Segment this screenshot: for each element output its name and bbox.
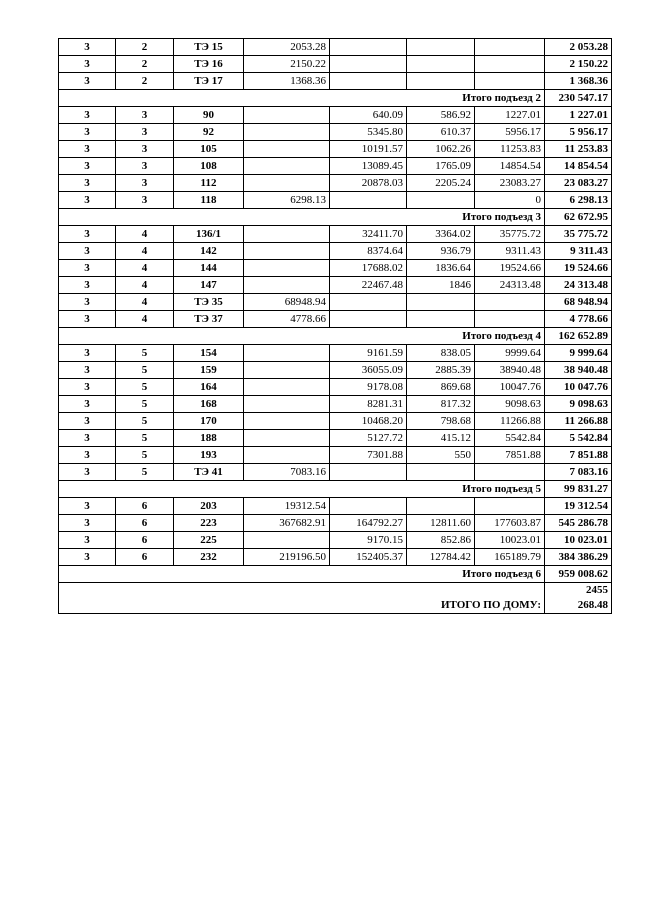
- table-cell-f: [407, 73, 475, 90]
- table-cell-b: 6: [116, 532, 174, 549]
- table-cell-c: 92: [174, 124, 244, 141]
- table-cell-c: 105: [174, 141, 244, 158]
- table-cell-d: [244, 345, 330, 362]
- table-cell-c: 193: [174, 447, 244, 464]
- table-cell-h: 5 542.84: [545, 430, 612, 447]
- table-cell-g: 11253.83: [475, 141, 545, 158]
- table-cell-c: 147: [174, 277, 244, 294]
- table-cell-h: 7 083.16: [545, 464, 612, 481]
- table-cell-a: 3: [59, 73, 116, 90]
- table-cell-e: 20878.03: [330, 175, 407, 192]
- table-cell-f: 869.68: [407, 379, 475, 396]
- table-cell-d: [244, 430, 330, 447]
- table-cell-g: 23083.27: [475, 175, 545, 192]
- table-cell-a: 3: [59, 158, 116, 175]
- table-cell-a: 3: [59, 243, 116, 260]
- table-cell-f: 550: [407, 447, 475, 464]
- table-cell-a: 3: [59, 430, 116, 447]
- table-cell-e: 32411.70: [330, 226, 407, 243]
- table-cell-a: 3: [59, 515, 116, 532]
- table-cell-e: 7301.88: [330, 447, 407, 464]
- table-cell-b: 4: [116, 294, 174, 311]
- table-row: [59, 413, 612, 430]
- table-cell-e: 8281.31: [330, 396, 407, 413]
- table-cell-a: 3: [59, 345, 116, 362]
- table-row: [59, 498, 612, 515]
- table-row: [59, 158, 612, 175]
- table-cell-h: 2 150.22: [545, 56, 612, 73]
- table-cell-g: 7851.88: [475, 447, 545, 464]
- table-cell-a: 3: [59, 498, 116, 515]
- table-row: [59, 260, 612, 277]
- table-cell-d: 7083.16: [244, 464, 330, 481]
- table-row: [59, 243, 612, 260]
- table-cell-h: 545 286.78: [545, 515, 612, 532]
- table-cell-e: 9178.08: [330, 379, 407, 396]
- table-row: [59, 362, 612, 379]
- table-cell-a: 3: [59, 532, 116, 549]
- table-cell-g: 165189.79: [475, 549, 545, 566]
- table-cell-h: 5 956.17: [545, 124, 612, 141]
- table-cell-h: 9 999.64: [545, 345, 612, 362]
- subtotal-label: Итого подъезд 3: [59, 209, 545, 226]
- table-cell-h: 2 053.28: [545, 39, 612, 56]
- table-cell-f: 12784.42: [407, 549, 475, 566]
- table-cell-h: 11 266.88: [545, 413, 612, 430]
- table-cell-a: 3: [59, 141, 116, 158]
- subtotal-label: Итого подъезд 5: [59, 481, 545, 498]
- table-cell-g: [475, 73, 545, 90]
- table-cell-c: ТЭ 17: [174, 73, 244, 90]
- table-cell-f: 838.05: [407, 345, 475, 362]
- table-cell-g: [475, 498, 545, 515]
- table-cell-e: 9161.59: [330, 345, 407, 362]
- table-cell-a: 3: [59, 277, 116, 294]
- table-cell-c: ТЭ 37: [174, 311, 244, 328]
- table-cell-e: 8374.64: [330, 243, 407, 260]
- table-cell-d: [244, 107, 330, 124]
- table-cell-h: 35 775.72: [545, 226, 612, 243]
- table-cell-h: 10 023.01: [545, 532, 612, 549]
- table-row: [59, 56, 612, 73]
- table-cell-c: 188: [174, 430, 244, 447]
- table-cell-g: 9098.63: [475, 396, 545, 413]
- table-cell-f: 12811.60: [407, 515, 475, 532]
- table-cell-f: [407, 39, 475, 56]
- table-cell-c: 159: [174, 362, 244, 379]
- table-cell-a: 3: [59, 396, 116, 413]
- table-cell-c: 203: [174, 498, 244, 515]
- table-cell-e: 13089.45: [330, 158, 407, 175]
- table-cell-f: [407, 192, 475, 209]
- table-cell-f: 415.12: [407, 430, 475, 447]
- table-cell-b: 5: [116, 464, 174, 481]
- table-row: [59, 141, 612, 158]
- table-cell-f: 2205.24: [407, 175, 475, 192]
- table-cell-d: 68948.94: [244, 294, 330, 311]
- table-cell-b: 5: [116, 447, 174, 464]
- table-cell-f: 1846: [407, 277, 475, 294]
- table-cell-c: 170: [174, 413, 244, 430]
- table-cell-h: 19 312.54: [545, 498, 612, 515]
- table-cell-g: 177603.87: [475, 515, 545, 532]
- table-cell-h: 1 227.01: [545, 107, 612, 124]
- table-cell-b: 4: [116, 226, 174, 243]
- table-cell-d: [244, 532, 330, 549]
- table-cell-h: 4 778.66: [545, 311, 612, 328]
- table-cell-g: [475, 294, 545, 311]
- table-cell-b: 5: [116, 396, 174, 413]
- table-cell-b: 5: [116, 362, 174, 379]
- table-cell-g: [475, 39, 545, 56]
- table-cell-d: [244, 277, 330, 294]
- table-cell-a: 3: [59, 107, 116, 124]
- table-row: [59, 345, 612, 362]
- subtotal-label: Итого подъезд 2: [59, 90, 545, 107]
- table-cell-c: 164: [174, 379, 244, 396]
- table-cell-g: 24313.48: [475, 277, 545, 294]
- table-cell-c: 142: [174, 243, 244, 260]
- table-cell-a: 3: [59, 311, 116, 328]
- table-cell-h: 10 047.76: [545, 379, 612, 396]
- table-cell-g: 35775.72: [475, 226, 545, 243]
- table-cell-h: 14 854.54: [545, 158, 612, 175]
- table-cell-b: 3: [116, 175, 174, 192]
- table-cell-h: 38 940.48: [545, 362, 612, 379]
- table-row: [59, 515, 612, 532]
- table-cell-b: 6: [116, 515, 174, 532]
- table-cell-b: 6: [116, 549, 174, 566]
- table-cell-e: 9170.15: [330, 532, 407, 549]
- table-cell-b: 5: [116, 413, 174, 430]
- table-cell-d: [244, 379, 330, 396]
- table-cell-e: 164792.27: [330, 515, 407, 532]
- table-cell-e: 152405.37: [330, 549, 407, 566]
- table-row: [59, 379, 612, 396]
- table-cell-e: 640.09: [330, 107, 407, 124]
- table-cell-f: 817.32: [407, 396, 475, 413]
- table-cell-f: 610.37: [407, 124, 475, 141]
- table-cell-d: [244, 124, 330, 141]
- table-cell-e: [330, 311, 407, 328]
- subtotal-row: [59, 328, 612, 345]
- table-cell-a: 3: [59, 464, 116, 481]
- table-row: [59, 124, 612, 141]
- table-cell-c: 112: [174, 175, 244, 192]
- table-cell-b: 3: [116, 107, 174, 124]
- table-cell-e: 10468.20: [330, 413, 407, 430]
- accruals-table: [58, 38, 612, 614]
- table-cell-c: 108: [174, 158, 244, 175]
- table-cell-g: [475, 311, 545, 328]
- table-cell-a: 3: [59, 362, 116, 379]
- table-cell-a: 3: [59, 39, 116, 56]
- table-cell-b: 2: [116, 56, 174, 73]
- table-cell-g: 38940.48: [475, 362, 545, 379]
- table-cell-f: 798.68: [407, 413, 475, 430]
- subtotal-label: Итого подъезд 4: [59, 328, 545, 345]
- table-row: [59, 532, 612, 549]
- table-cell-f: 586.92: [407, 107, 475, 124]
- table-cell-h: 9 098.63: [545, 396, 612, 413]
- table-cell-a: 3: [59, 294, 116, 311]
- subtotal-row: [59, 566, 612, 583]
- table-cell-d: [244, 396, 330, 413]
- table-cell-h: 1 368.36: [545, 73, 612, 90]
- table-cell-g: [475, 464, 545, 481]
- table-row: [59, 175, 612, 192]
- table-cell-d: 4778.66: [244, 311, 330, 328]
- table-row: [59, 447, 612, 464]
- table-cell-h: 9 311.43: [545, 243, 612, 260]
- table-cell-b: 2: [116, 73, 174, 90]
- table-cell-a: 3: [59, 447, 116, 464]
- table-cell-e: [330, 498, 407, 515]
- table-cell-g: 14854.54: [475, 158, 545, 175]
- table-row: [59, 396, 612, 413]
- grand-total-row: [59, 583, 612, 614]
- table-row: [59, 464, 612, 481]
- table-cell-e: 17688.02: [330, 260, 407, 277]
- table-cell-b: 4: [116, 243, 174, 260]
- table-cell-g: 0: [475, 192, 545, 209]
- table-row: [59, 294, 612, 311]
- subtotal-value: 62 672.95: [545, 209, 612, 226]
- table-cell-d: [244, 413, 330, 430]
- table-cell-f: [407, 294, 475, 311]
- table-cell-h: 7 851.88: [545, 447, 612, 464]
- table-cell-f: 2885.39: [407, 362, 475, 379]
- table-cell-a: 3: [59, 192, 116, 209]
- table-cell-c: 225: [174, 532, 244, 549]
- table-cell-b: 4: [116, 311, 174, 328]
- table-cell-d: 2053.28: [244, 39, 330, 56]
- table-row: [59, 277, 612, 294]
- table-cell-d: 367682.91: [244, 515, 330, 532]
- table-cell-g: 10047.76: [475, 379, 545, 396]
- table-cell-b: 3: [116, 124, 174, 141]
- table-cell-f: [407, 464, 475, 481]
- table-cell-h: 11 253.83: [545, 141, 612, 158]
- table-cell-g: 9311.43: [475, 243, 545, 260]
- table-cell-b: 3: [116, 141, 174, 158]
- table-cell-a: 3: [59, 175, 116, 192]
- subtotal-value: 959 008.62: [545, 566, 612, 583]
- table-cell-b: 2: [116, 39, 174, 56]
- table-cell-b: 3: [116, 158, 174, 175]
- table-cell-c: 223: [174, 515, 244, 532]
- table-cell-h: 24 313.48: [545, 277, 612, 294]
- table-cell-c: 232: [174, 549, 244, 566]
- grand-total-value-line2: 268.48: [577, 599, 608, 611]
- table-cell-h: 19 524.66: [545, 260, 612, 277]
- table-cell-e: 36055.09: [330, 362, 407, 379]
- subtotal-row: [59, 90, 612, 107]
- table-cell-f: 1765.09: [407, 158, 475, 175]
- table-cell-a: 3: [59, 56, 116, 73]
- table-cell-b: 5: [116, 430, 174, 447]
- table-cell-c: 118: [174, 192, 244, 209]
- table-cell-g: 10023.01: [475, 532, 545, 549]
- table-cell-c: 154: [174, 345, 244, 362]
- subtotal-value: 99 831.27: [545, 481, 612, 498]
- grand-total-label: ИТОГО ПО ДОМУ:: [59, 583, 545, 614]
- table-cell-b: 4: [116, 277, 174, 294]
- subtotal-label: Итого подъезд 6: [59, 566, 545, 583]
- table-cell-g: 5542.84: [475, 430, 545, 447]
- table-cell-f: 852.86: [407, 532, 475, 549]
- table-cell-f: [407, 56, 475, 73]
- table-cell-c: 168: [174, 396, 244, 413]
- table-cell-g: 1227.01: [475, 107, 545, 124]
- table-row: [59, 311, 612, 328]
- grand-total-value-line1: 2455: [586, 584, 608, 596]
- table-cell-f: 936.79: [407, 243, 475, 260]
- table-cell-h: 384 386.29: [545, 549, 612, 566]
- table-cell-d: [244, 447, 330, 464]
- table-cell-e: 10191.57: [330, 141, 407, 158]
- table-cell-a: 3: [59, 226, 116, 243]
- table-row: [59, 39, 612, 56]
- table-cell-c: 144: [174, 260, 244, 277]
- table-cell-d: 1368.36: [244, 73, 330, 90]
- table-cell-c: ТЭ 16: [174, 56, 244, 73]
- table-body: [59, 39, 612, 614]
- table-cell-h: 68 948.94: [545, 294, 612, 311]
- table-cell-f: 3364.02: [407, 226, 475, 243]
- table-cell-d: 6298.13: [244, 192, 330, 209]
- subtotal-row: [59, 481, 612, 498]
- table-cell-c: 136/1: [174, 226, 244, 243]
- table-cell-d: [244, 243, 330, 260]
- table-row: [59, 226, 612, 243]
- table-row: [59, 107, 612, 124]
- grand-total-value: [545, 583, 612, 614]
- table-cell-g: [475, 56, 545, 73]
- table-row: [59, 192, 612, 209]
- table-cell-c: 90: [174, 107, 244, 124]
- table-cell-b: 4: [116, 260, 174, 277]
- table-cell-e: [330, 464, 407, 481]
- table-cell-a: 3: [59, 124, 116, 141]
- table-cell-e: [330, 39, 407, 56]
- table-row: [59, 73, 612, 90]
- table-cell-g: 11266.88: [475, 413, 545, 430]
- table-cell-f: 1836.64: [407, 260, 475, 277]
- table-cell-a: 3: [59, 379, 116, 396]
- table-cell-b: 6: [116, 498, 174, 515]
- table-row: [59, 549, 612, 566]
- table-cell-e: 5345.80: [330, 124, 407, 141]
- table-row: [59, 430, 612, 447]
- table-cell-e: 22467.48: [330, 277, 407, 294]
- table-cell-e: [330, 73, 407, 90]
- table-cell-e: 5127.72: [330, 430, 407, 447]
- table-cell-d: [244, 362, 330, 379]
- table-cell-g: 5956.17: [475, 124, 545, 141]
- table-cell-f: 1062.26: [407, 141, 475, 158]
- table-cell-e: [330, 294, 407, 311]
- table-cell-d: 19312.54: [244, 498, 330, 515]
- table-cell-g: 19524.66: [475, 260, 545, 277]
- table-cell-d: [244, 175, 330, 192]
- subtotal-value: 162 652.89: [545, 328, 612, 345]
- table-cell-c: ТЭ 35: [174, 294, 244, 311]
- table-cell-b: 5: [116, 345, 174, 362]
- table-cell-f: [407, 498, 475, 515]
- subtotal-value: 230 547.17: [545, 90, 612, 107]
- table-cell-h: 23 083.27: [545, 175, 612, 192]
- table-cell-a: 3: [59, 549, 116, 566]
- table-cell-d: [244, 226, 330, 243]
- table-cell-d: 219196.50: [244, 549, 330, 566]
- table-cell-e: [330, 192, 407, 209]
- table-cell-c: ТЭ 41: [174, 464, 244, 481]
- subtotal-row: [59, 209, 612, 226]
- table-cell-d: [244, 260, 330, 277]
- table-cell-f: [407, 311, 475, 328]
- table-cell-d: 2150.22: [244, 56, 330, 73]
- table-cell-b: 5: [116, 379, 174, 396]
- table-cell-g: 9999.64: [475, 345, 545, 362]
- table-cell-e: [330, 56, 407, 73]
- table-cell-a: 3: [59, 413, 116, 430]
- table-cell-a: 3: [59, 260, 116, 277]
- table-cell-d: [244, 158, 330, 175]
- table-cell-h: 6 298.13: [545, 192, 612, 209]
- table-cell-b: 3: [116, 192, 174, 209]
- table-cell-c: ТЭ 15: [174, 39, 244, 56]
- table-cell-d: [244, 141, 330, 158]
